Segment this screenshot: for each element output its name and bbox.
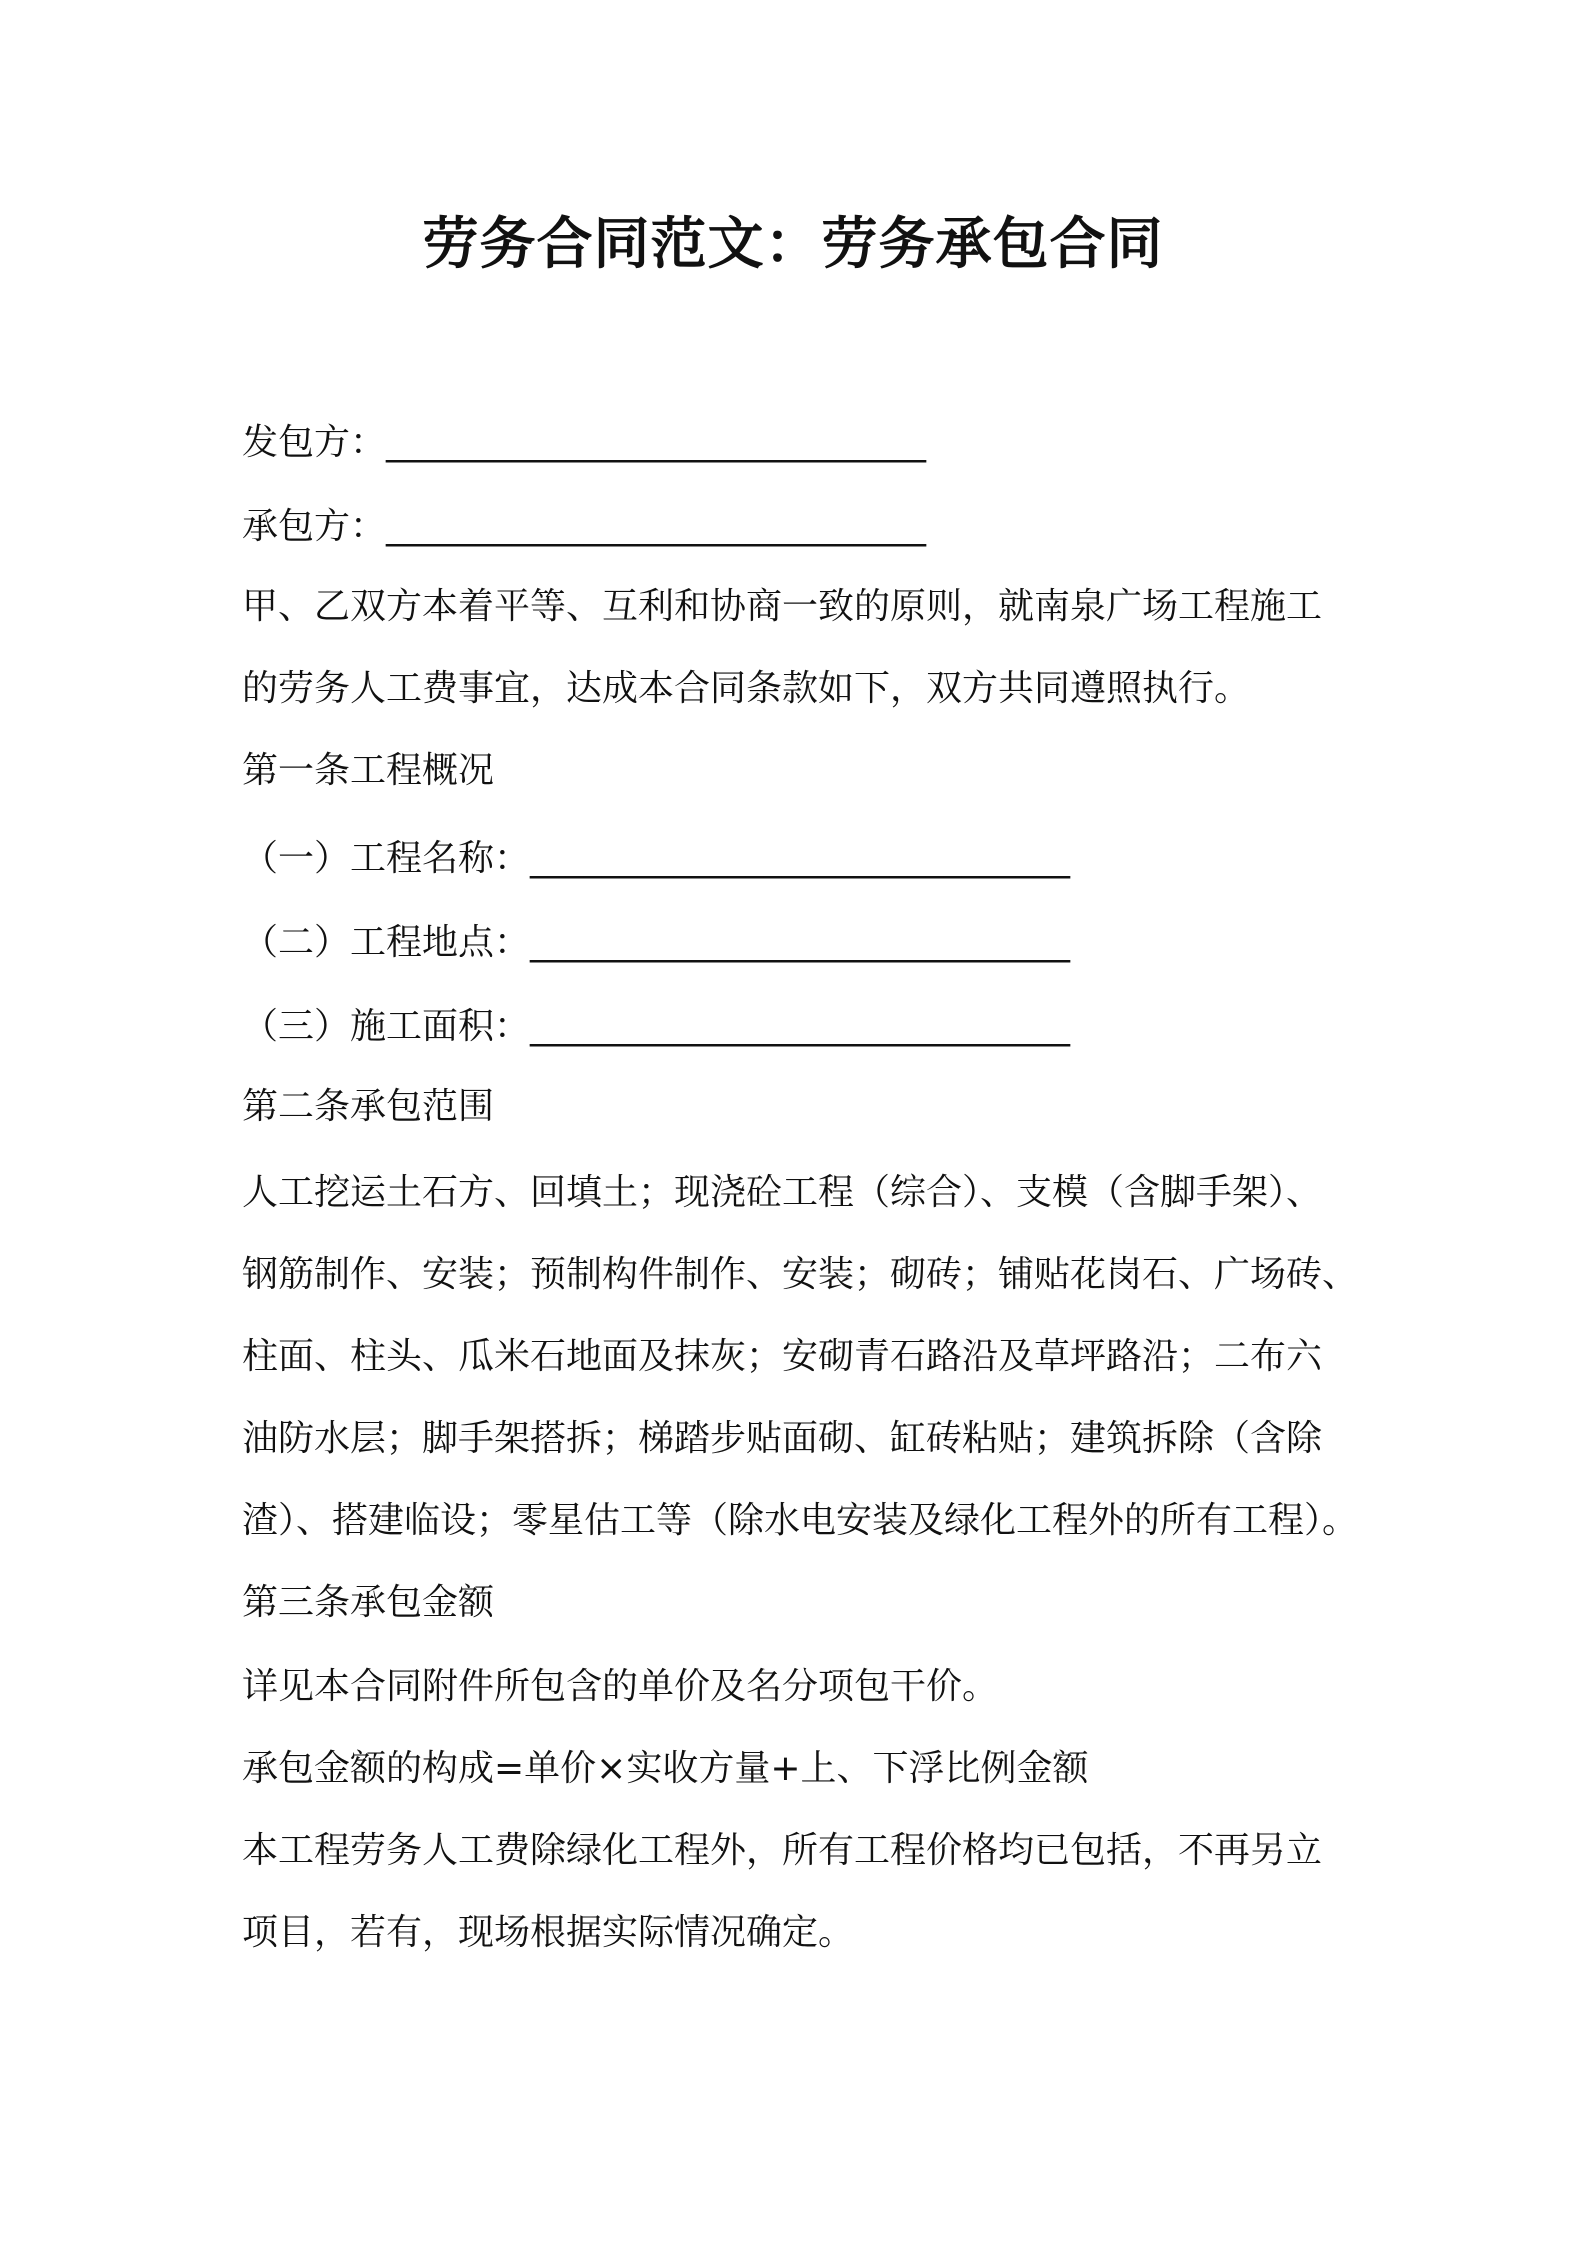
document-title: 劳务合同范文：劳务承包合同 xyxy=(422,212,1164,277)
article-1-heading: 第一条工程概况 xyxy=(242,750,495,791)
project-name-line: （一）工程名称：______________________________ xyxy=(242,838,1071,879)
amount-note-line-2: 项目，若有，现场根据实际情况确定。 xyxy=(242,1912,855,1953)
scope-paragraph-line-4: 油防水层；脚手架搭拆；梯踏步贴面砌、缸砖粘贴；建筑拆除（含除 xyxy=(242,1418,1323,1459)
amount-note-line-1: 本工程劳务人工费除绿化工程外，所有工程价格均已包括，不再另立 xyxy=(242,1830,1323,1871)
scope-paragraph-line-3: 柱面、柱头、瓜米石地面及抹灰；安砌青石路沿及草坪路沿；二布六 xyxy=(242,1336,1323,1377)
intro-paragraph-line-1: 甲、乙双方本着平等、互利和协商一致的原则，就南泉广场工程施工 xyxy=(242,586,1323,627)
article-3-heading: 第三条承包金额 xyxy=(242,1582,495,1623)
intro-paragraph-line-2: 的劳务人工费事宜，达成本合同条款如下，双方共同遵照执行。 xyxy=(242,668,1251,709)
article-2-heading: 第二条承包范围 xyxy=(242,1086,495,1127)
scope-paragraph-line-5: 渣）、搭建临设；零星估工等（除水电安装及绿化工程外的所有工程）。 xyxy=(242,1500,1359,1541)
project-location-line: （二）工程地点：______________________________ xyxy=(242,922,1071,963)
contractor-issuer-line: 发包方：______________________________ xyxy=(242,422,927,463)
construction-area-line: （三）施工面积：______________________________ xyxy=(242,1006,1071,1047)
contractor-receiver-line: 承包方：______________________________ xyxy=(242,506,927,547)
amount-detail-line: 详见本合同附件所包含的单价及名分项包干价。 xyxy=(242,1666,999,1707)
scope-paragraph-line-2: 钢筋制作、安装；预制构件制作、安装；砌砖；铺贴花岗石、广场砖、 xyxy=(242,1254,1359,1295)
amount-formula-line: 承包金额的构成=单价×实收方量+上、下浮比例金额 xyxy=(242,1748,1089,1789)
scope-paragraph-line-1: 人工挖运土石方、回填土；现浇砼工程（综合）、支模（含脚手架）、 xyxy=(242,1172,1323,1213)
